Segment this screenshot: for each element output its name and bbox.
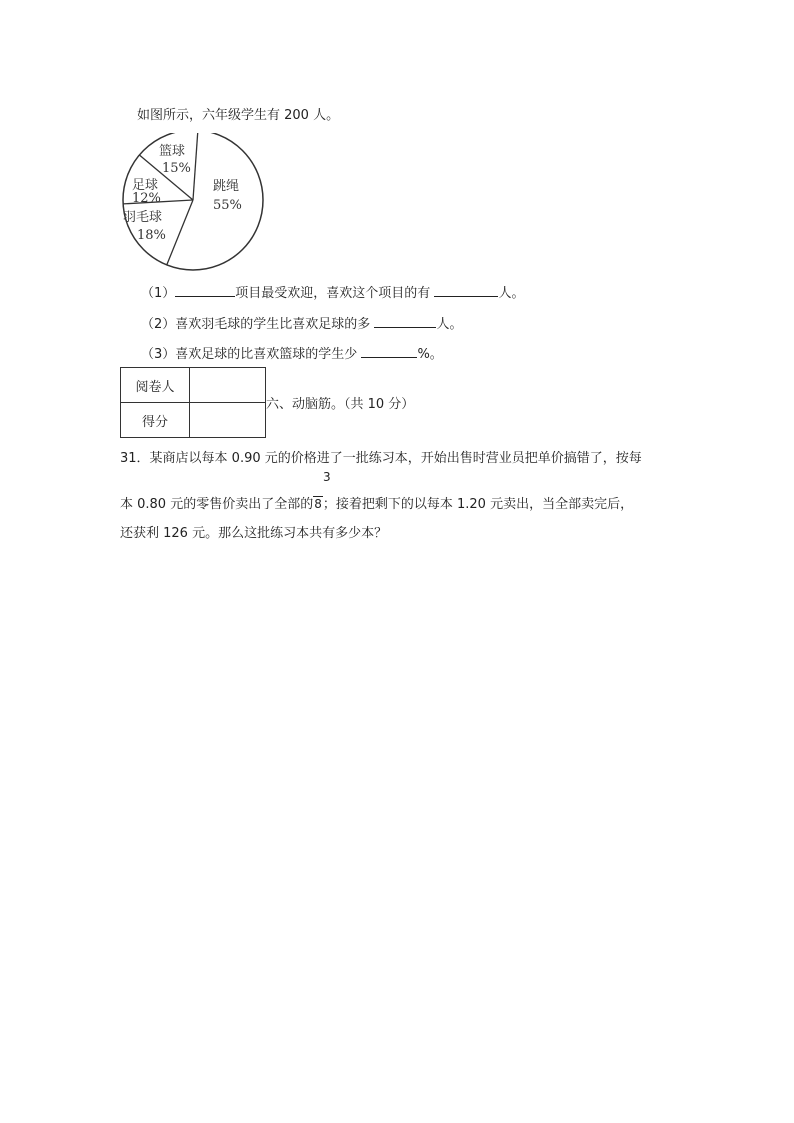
question-2-number: （2） — [141, 317, 176, 332]
question-1-number: （1） — [141, 286, 176, 301]
score-cell[interactable] — [190, 403, 266, 438]
fraction-denominator: 8 — [314, 497, 322, 511]
question-3 — [141, 343, 443, 362]
slice-label-jump-rope: 跳绳 — [213, 179, 240, 194]
blank-1a[interactable] — [175, 282, 235, 297]
question-3-end: %。 — [417, 347, 443, 362]
slice-value-basketball: 15% — [162, 161, 191, 176]
question-3-text: 喜欢足球的比喜欢篮球的学生少 — [175, 347, 358, 362]
question-3-number: （3） — [141, 347, 176, 362]
slice-label-football: 足球 — [132, 178, 159, 193]
reviewer-cell[interactable] — [190, 368, 266, 403]
slice-value-football: 12% — [132, 191, 161, 206]
blank-2[interactable] — [374, 313, 436, 328]
intro-text: 如图所示，六年级学生有 200 人。 — [137, 108, 340, 123]
slice-label-badminton: 羽毛球 — [123, 210, 163, 225]
question-1 — [141, 282, 524, 301]
slice-value-jump-rope: 55% — [213, 198, 242, 213]
slice-label-basketball: 篮球 — [159, 144, 186, 159]
problem-line-2 — [120, 493, 633, 512]
question-1-text: 项目最受欢迎，喜欢这个项目的有 — [235, 286, 431, 301]
question-1-end: 人。 — [498, 286, 525, 301]
problem-line-2-start: 本 0.80 元的零售价卖出了全部的 — [120, 497, 314, 512]
question-2-end: 人。 — [436, 317, 463, 332]
slice-value-badminton: 18% — [137, 228, 166, 243]
question-2 — [141, 313, 462, 332]
problem-line-2-end: ；接着把剩下的以每本 1.20 元卖出，当全部卖完后， — [322, 497, 634, 512]
blank-3[interactable] — [361, 343, 417, 358]
problem-line-3: 还获利 126 元。那么这批练习本共有多少本？ — [120, 526, 388, 541]
score-label: 得分 — [121, 403, 190, 438]
section-heading: 六、动脑筋。（共 10 分） — [266, 397, 415, 412]
reviewer-label: 阅卷人 — [121, 368, 190, 403]
pie-chart — [118, 133, 268, 273]
question-2-text: 喜欢羽毛球的学生比喜欢足球的多 — [175, 317, 371, 332]
blank-1b[interactable] — [434, 282, 498, 297]
grading-table — [120, 367, 266, 438]
fraction-numerator: 3 — [323, 470, 331, 484]
problem-line-1: 31．某商店以每本 0.90 元的价格进了一批练习本，开始出售时营业员把单价搞错了，按每 — [120, 451, 642, 466]
